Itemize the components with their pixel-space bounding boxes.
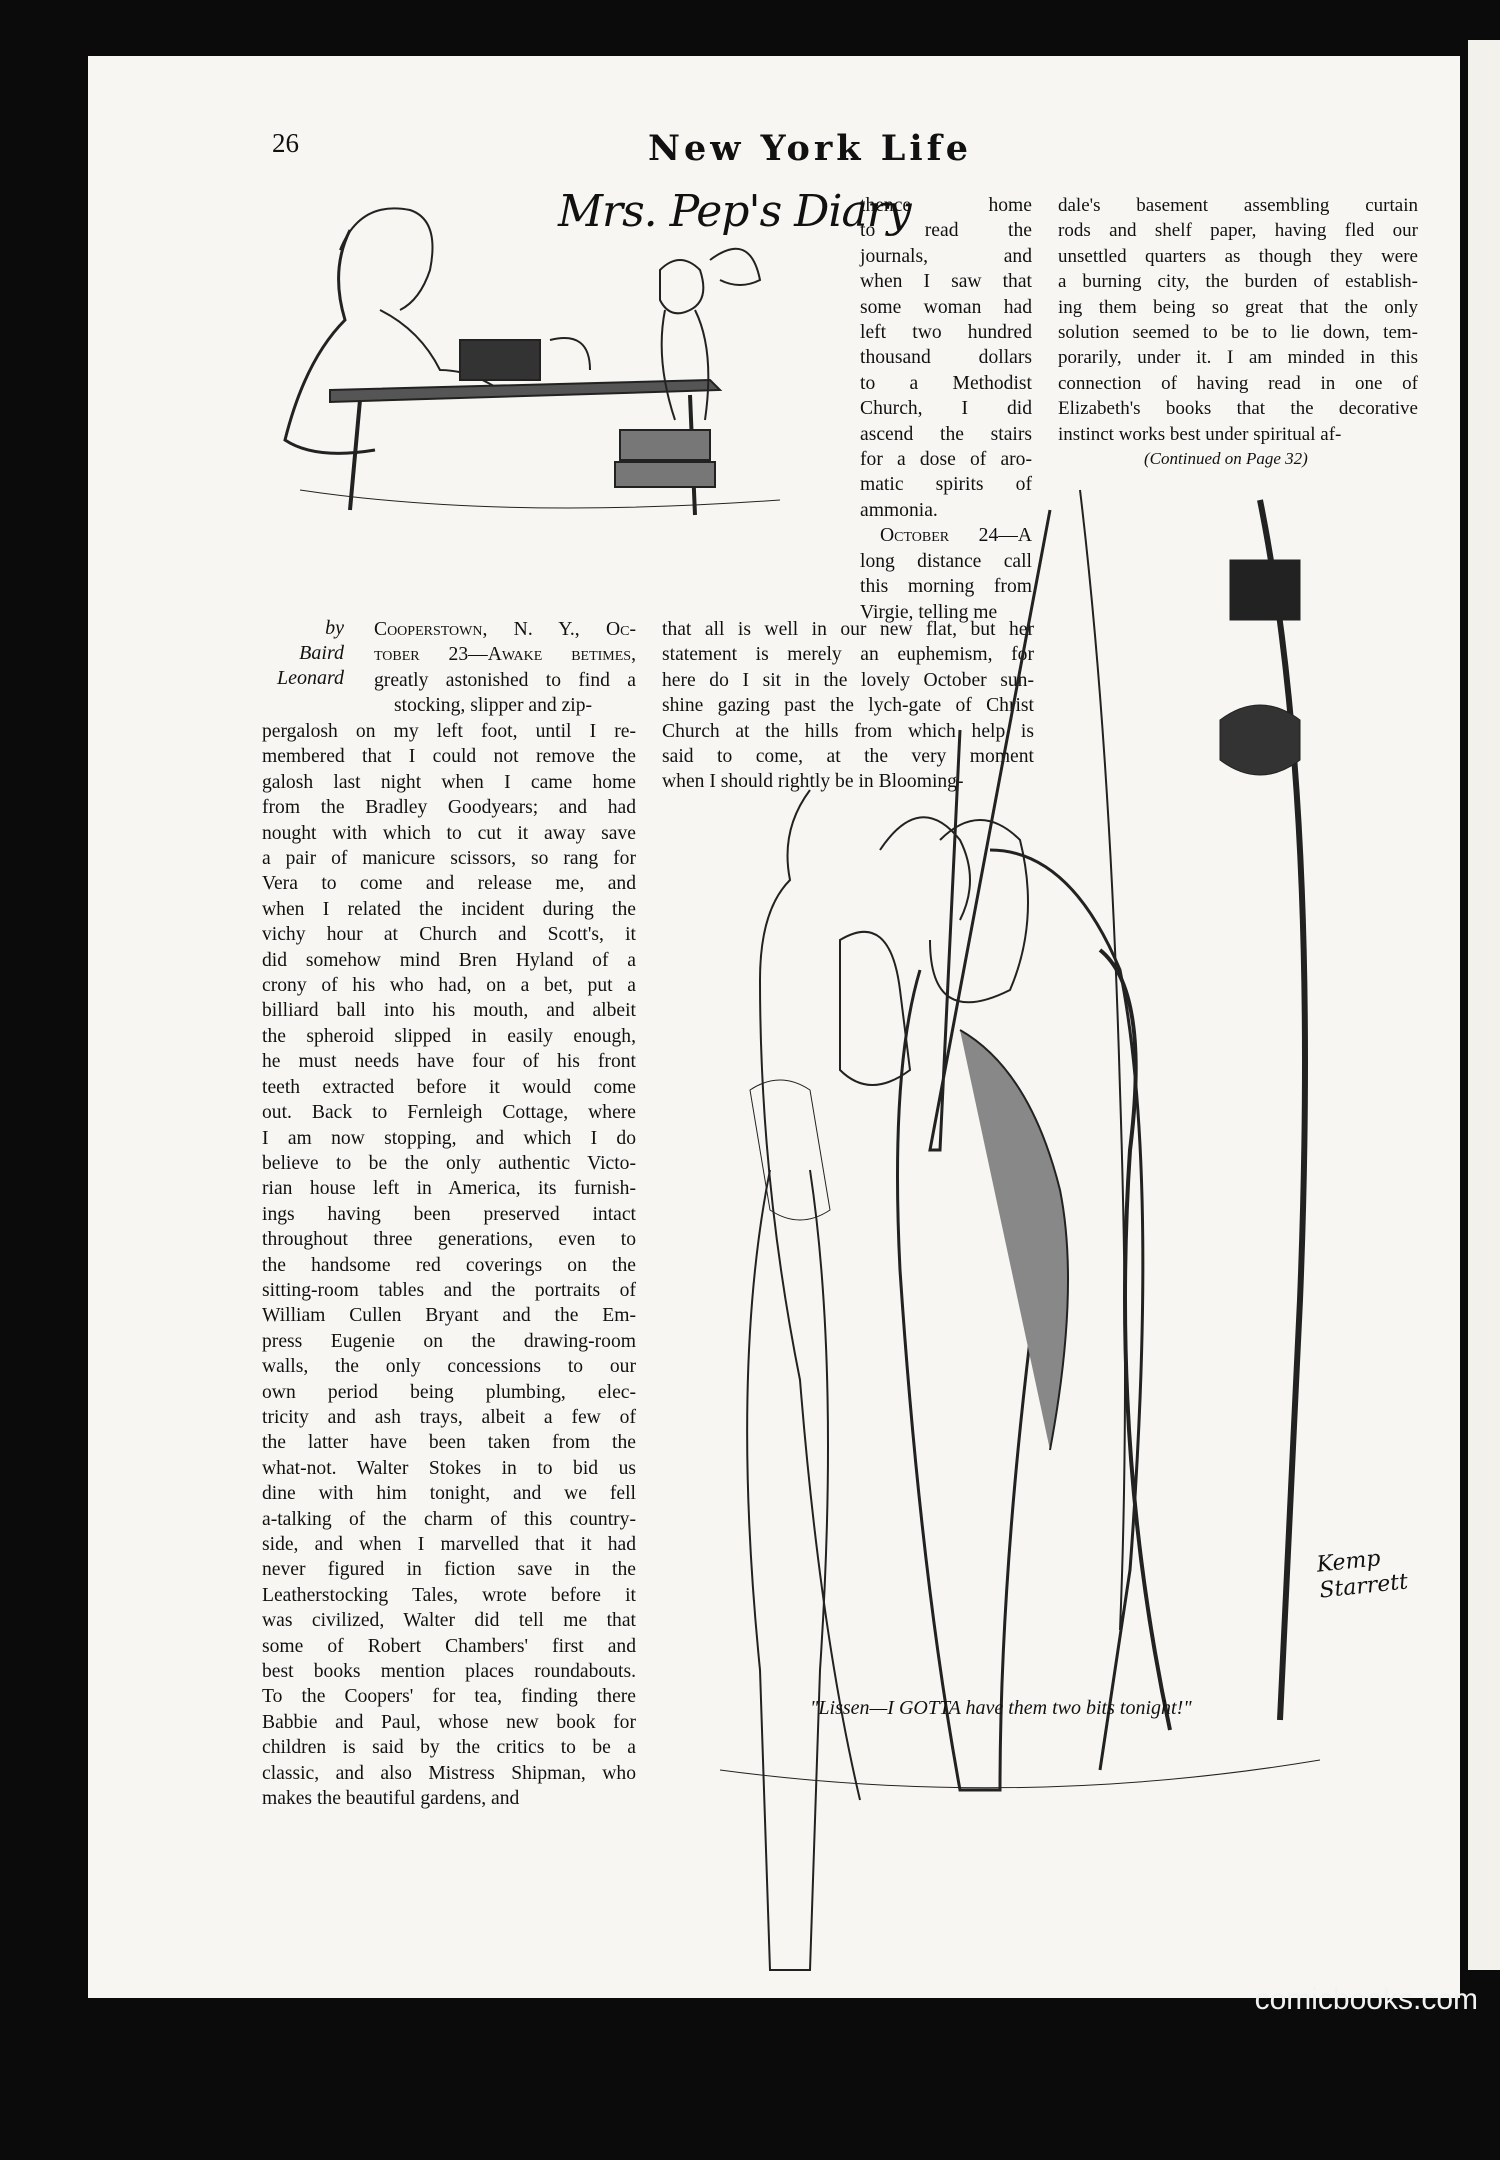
text-line: membered that I could not remove the	[262, 746, 636, 768]
text-line: ammonia.	[860, 499, 938, 521]
text-line: Church at the hills from which help is	[662, 720, 1034, 742]
text-line: rods and shelf paper, having fled our	[1058, 220, 1418, 242]
text-line: rian house left in America, its furnish-	[262, 1178, 636, 1200]
text-line: this morning from	[860, 576, 1032, 598]
text-line: out. Back to Fernleigh Cottage, where	[262, 1102, 636, 1124]
text-line: when I should rightly be in Blooming-	[662, 771, 964, 793]
byline-last-name: Leonard	[276, 667, 344, 689]
text-line: the handsome red coverings on the	[262, 1254, 636, 1276]
text-line: dine with him tonight, and we fell	[262, 1483, 636, 1505]
text-line: William Cullen Bryant and the Em-	[262, 1305, 636, 1327]
main-illustration	[660, 470, 1420, 2160]
text-line: tricity and ash trays, albeit a few of	[262, 1406, 636, 1428]
text-line: ings having been preserved intact	[262, 1203, 636, 1225]
text-line: matic spirits of	[860, 474, 1032, 496]
text-line: long distance call	[860, 550, 1032, 572]
text-line: porarily, under it. I am minded in this	[1058, 347, 1418, 369]
text-line: shine gazing past the lych-gate of Christ	[662, 695, 1034, 717]
byline-first-name: Baird	[299, 642, 344, 664]
text-line: statement is merely an euphemism, for	[662, 644, 1034, 666]
text-line: Leatherstocking Tales, wrote before it	[262, 1584, 636, 1606]
text-line: children is said by the critics to be a	[262, 1737, 636, 1759]
text-line: pergalosh on my left foot, until I re-	[262, 721, 636, 742]
text-line: said to come, at the very moment	[662, 746, 1034, 768]
text-line: what-not. Walter Stokes in to bid us	[262, 1457, 636, 1479]
text-line: connection of having read in one of	[1058, 372, 1418, 394]
text-line: was civilized, Walter did tell me that	[262, 1610, 636, 1632]
column-1-body	[262, 719, 636, 1811]
watermark: comicbooks.com	[1254, 1983, 1478, 2016]
text-line: tober 23—Awake betimes,	[374, 644, 636, 666]
text-line: some woman had	[860, 296, 1032, 318]
magazine-title: New York Life	[648, 128, 972, 169]
article-title: Mrs. Pep's Diary	[558, 186, 911, 237]
text-line: sitting-room tables and the portraits of	[262, 1279, 636, 1301]
byline	[262, 616, 344, 691]
text-line: that all is well in our new flat, but her	[662, 619, 1034, 640]
text-line: galosh last night when I came home	[262, 771, 636, 793]
illustration-caption: "Lissen—I GOTTA have them two bits tonight!"	[810, 1697, 1192, 1719]
text-line: press Eugenie on the drawing-room	[262, 1330, 636, 1352]
text-line: teeth extracted before it would come	[262, 1076, 636, 1098]
text-line: thence home	[860, 195, 1032, 216]
text-line: the spheroid slipped in easily enough,	[262, 1025, 636, 1047]
text-line: solution seemed to be to lie down, tem-	[1058, 322, 1418, 344]
text-line: left two hundred	[860, 322, 1032, 344]
text-line: best books mention places roundabouts.	[262, 1661, 636, 1683]
column-3	[1058, 193, 1418, 447]
text-line: instinct works best under spiritual af-	[1058, 423, 1342, 445]
text-line: own period being plumbing, elec-	[262, 1381, 636, 1403]
text-line: ing them being so great that the only	[1058, 296, 1418, 318]
adjacent-page-edge	[1468, 40, 1500, 1970]
text-line: unsettled quarters as though they were	[1058, 245, 1418, 267]
text-line: to read the	[860, 220, 1032, 242]
text-line: vichy hour at Church and Scott's, it	[262, 924, 636, 946]
text-line: a pair of manicure scissors, so rang for	[262, 848, 636, 870]
page-number: 26	[272, 128, 299, 158]
text-line: October 24—A	[880, 525, 1032, 547]
text-line: billiard ball into his mouth, and albeit	[262, 1000, 636, 1022]
text-line: nought with which to cut it away save	[262, 822, 636, 844]
byline-by: by	[325, 617, 344, 639]
text-line: stocking, slipper and zip-	[394, 695, 593, 717]
text-line: thousand dollars	[860, 347, 1032, 369]
continued-note: (Continued on Page 32)	[1144, 449, 1308, 468]
text-line: the latter have been taken from the	[262, 1432, 636, 1454]
text-line: journals, and	[860, 245, 1032, 267]
text-line: walls, the only concessions to our	[262, 1356, 636, 1378]
text-line: Elizabeth's books that the decorative	[1058, 398, 1418, 420]
text-line: a burning city, the burden of establish-	[1058, 271, 1418, 293]
text-line: when I related the incident during the	[262, 898, 636, 920]
text-line: Babbie and Paul, whose new book for	[262, 1711, 636, 1733]
text-line: classic, and also Mistress Shipman, who	[262, 1762, 636, 1784]
text-line: Virgie, telling me	[860, 601, 998, 623]
column-1-lead	[374, 617, 636, 719]
text-line: Church, I did	[860, 398, 1032, 420]
text-line: from the Bradley Goodyears; and had	[262, 797, 636, 819]
text-line: to a Methodist	[860, 372, 1032, 394]
text-line: did somehow mind Bren Hyland of a	[262, 949, 636, 971]
text-line: Vera to come and release me, and	[262, 873, 636, 895]
text-line: here do I sit in the lovely October sun-	[662, 669, 1034, 691]
text-line: never figured in fiction save in the	[262, 1559, 636, 1581]
artist-signature: Kemp Starrett	[1315, 1546, 1410, 1604]
text-line: Cooperstown, N. Y., Oc-	[374, 619, 636, 640]
text-line: makes the beautiful gardens, and	[262, 1788, 520, 1810]
text-line: dale's basement assembling curtain	[1058, 195, 1418, 216]
text-line: a-talking of the charm of this country-	[262, 1508, 636, 1530]
text-line: ascend the stairs	[860, 423, 1032, 445]
text-line: To the Coopers' for tea, finding there	[262, 1686, 636, 1708]
text-line: throughout three generations, even to	[262, 1229, 636, 1251]
text-line: when I saw that	[860, 271, 1032, 293]
text-line: he must needs have four of his front	[262, 1051, 636, 1073]
text-line: for a dose of aro-	[860, 449, 1032, 471]
text-line: I am now stopping, and which I do	[262, 1127, 636, 1149]
text-line: side, and when I marvelled that it had	[262, 1534, 636, 1555]
text-line: crony of his who had, on a bet, put a	[262, 975, 636, 997]
text-line: believe to be the only authentic Victo-	[262, 1152, 636, 1174]
text-line: greatly astonished to find a	[374, 669, 636, 691]
text-line: some of Robert Chambers' first and	[262, 1635, 636, 1657]
